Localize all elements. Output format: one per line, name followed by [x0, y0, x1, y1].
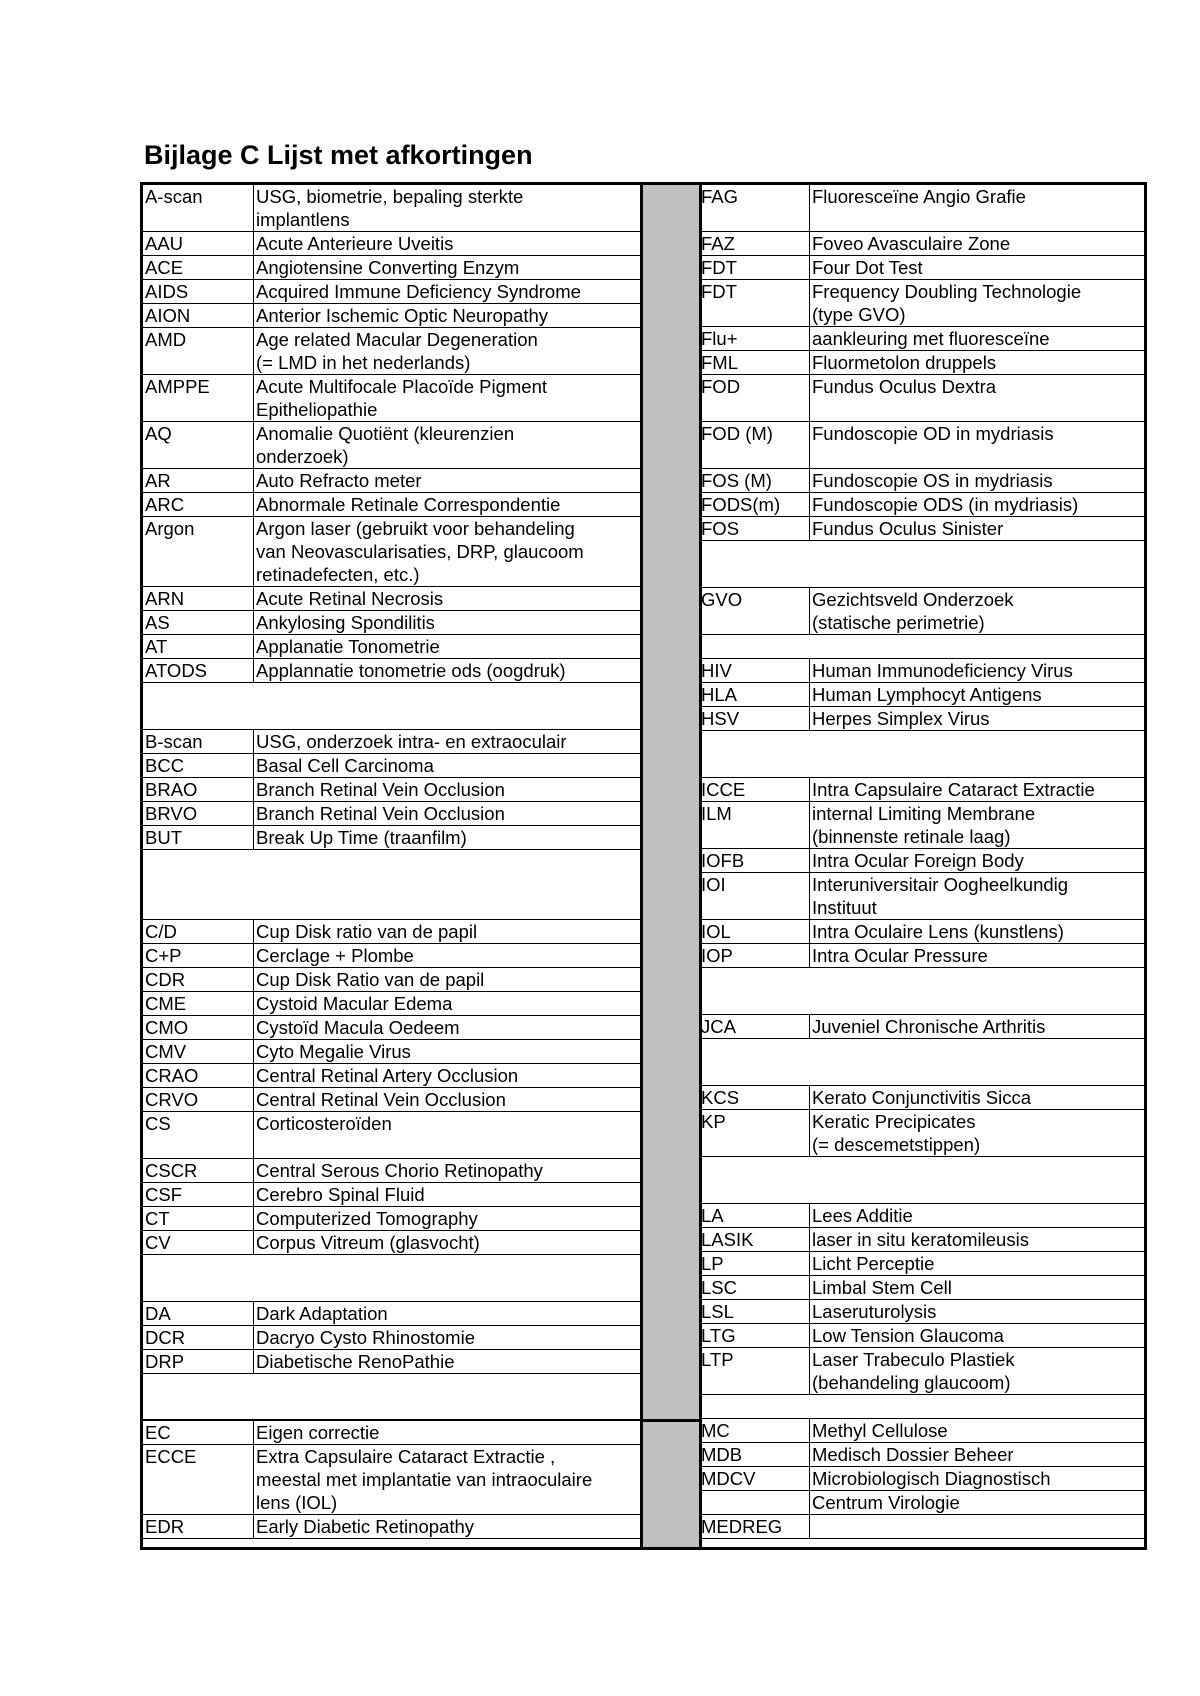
description-cell	[810, 1039, 1147, 1085]
abbreviations-table	[140, 182, 1147, 1550]
table-row	[699, 1086, 1147, 1110]
abbreviation-cell: AIDS	[143, 280, 254, 303]
abbreviation-cell	[699, 541, 810, 587]
description-cell: Cyto Megalie Virus	[256, 1041, 411, 1062]
description-cell: Age related Macular Degeneration (= LMD in het nederlands)	[256, 329, 538, 373]
abbreviation-cell: EC	[143, 1421, 254, 1444]
table-row	[143, 611, 640, 635]
description-cell: Lees Additie	[812, 1205, 913, 1226]
abbreviation-cell: FOS	[699, 517, 810, 540]
table-row	[699, 1110, 1147, 1157]
abbreviation-cell: CDR	[143, 968, 254, 991]
table-row	[699, 232, 1147, 256]
description-cell: Fundoscopie OS in mydriasis	[812, 470, 1053, 491]
description-cell: Laser Trabeculo Plastiek (behandeling glaucoom)	[812, 1349, 1015, 1393]
abbreviation-cell: LP	[699, 1252, 810, 1275]
table-row	[699, 1252, 1147, 1276]
description-cell	[810, 635, 1147, 658]
table-row	[699, 920, 1147, 944]
abbreviation-cell: FODS(m)	[699, 493, 810, 516]
table-row	[699, 1443, 1147, 1467]
description-cell: Cerebro Spinal Fluid	[256, 1184, 425, 1205]
description-cell: Dacryo Cysto Rhinostomie	[256, 1327, 475, 1348]
abbreviation-cell: AT	[143, 635, 254, 658]
description-cell: Centrum Virologie	[812, 1492, 960, 1513]
abbreviation-cell: MC	[699, 1419, 810, 1442]
abbreviation-cell: ILM	[699, 802, 810, 848]
table-row	[143, 968, 640, 992]
abbreviation-cell: IOP	[699, 944, 810, 967]
description-cell: Limbal Stem Cell	[812, 1277, 952, 1298]
description-cell	[810, 1395, 1147, 1418]
description-cell: Central Retinal Vein Occlusion	[256, 1089, 506, 1110]
description-cell: Break Up Time (traanfilm)	[256, 827, 467, 848]
table-row	[143, 1112, 640, 1159]
description-cell: Corpus Vitreum (glasvocht)	[256, 1232, 480, 1253]
abbreviation-cell: DCR	[143, 1326, 254, 1349]
description-cell: Medisch Dossier Beheer	[812, 1444, 1014, 1465]
description-cell: Low Tension Glaucoma	[812, 1325, 1004, 1346]
description-cell: Intra Capsulaire Cataract Extractie	[812, 779, 1095, 800]
abbreviation-cell: FAZ	[699, 232, 810, 255]
table-row	[143, 1159, 640, 1183]
table-row	[699, 1015, 1147, 1039]
abbreviation-cell	[699, 635, 810, 658]
abbreviation-cell: ARN	[143, 587, 254, 610]
table-row	[143, 944, 640, 968]
table-row	[143, 1064, 640, 1088]
abbreviation-cell: FDT	[699, 280, 810, 326]
table-row	[143, 280, 640, 304]
description-cell: Four Dot Test	[812, 257, 923, 278]
description-cell: Angiotensine Converting Enzym	[256, 257, 520, 278]
table-row	[143, 1040, 640, 1064]
table-row	[699, 375, 1147, 422]
table-row-empty	[143, 683, 640, 730]
table-row	[143, 587, 640, 611]
abbreviation-cell: BRAO	[143, 778, 254, 801]
table-row	[699, 1491, 1147, 1515]
description-cell: Foveo Avasculaire Zone	[812, 233, 1011, 254]
table-row	[699, 1228, 1147, 1252]
table-row	[143, 1207, 640, 1231]
abbreviation-cell: ICCE	[699, 778, 810, 801]
table-row	[143, 328, 640, 375]
table-row	[143, 1445, 640, 1515]
description-cell: Interuniversitair Oogheelkundig Instituut	[812, 874, 1069, 918]
abbreviation-cell: CT	[143, 1207, 254, 1230]
abbreviation-cell: Argon	[143, 517, 254, 586]
abbreviation-cell: FOD (M)	[699, 422, 810, 468]
description-cell: Microbiologisch Diagnostisch	[812, 1468, 1051, 1489]
description-cell: Anterior Ischemic Optic Neuropathy	[256, 305, 549, 326]
table-row	[143, 659, 640, 683]
table-row-empty	[699, 731, 1147, 778]
table-row	[699, 256, 1147, 280]
table-row	[699, 351, 1147, 375]
table-row	[699, 778, 1147, 802]
description-cell: Laseruturolysis	[812, 1301, 937, 1322]
description-cell: Eigen correctie	[256, 1422, 380, 1443]
abbreviation-cell: B-scan	[143, 730, 254, 753]
abbreviation-cell	[143, 850, 254, 919]
description-cell: Human Immunodeficiency Virus	[812, 660, 1073, 681]
description-cell: Acute Multifocale Placoïde Pigment Epitheliopathie	[256, 376, 548, 420]
separator-divider	[643, 1419, 699, 1422]
table-row	[143, 304, 640, 328]
abbreviation-cell: CRVO	[143, 1088, 254, 1111]
abbreviation-cell: FML	[699, 351, 810, 374]
abbreviation-cell: LSL	[699, 1300, 810, 1323]
abbreviation-cell: IOL	[699, 920, 810, 943]
abbreviation-cell	[699, 1157, 810, 1203]
description-cell: Fluormetolon druppels	[812, 352, 997, 373]
abbreviation-cell: AION	[143, 304, 254, 327]
table-row	[143, 1421, 640, 1445]
table-row	[143, 185, 640, 232]
description-cell: Cerclage + Plombe	[256, 945, 414, 966]
description-cell: Early Diabetic Retinopathy	[256, 1516, 474, 1537]
abbreviation-cell: DRP	[143, 1350, 254, 1373]
description-cell: Licht Perceptie	[812, 1253, 935, 1274]
abbreviation-cell: EDR	[143, 1515, 254, 1538]
description-cell: Fluoresceïne Angio Grafie	[812, 186, 1026, 207]
table-row-empty	[143, 1374, 640, 1421]
table-row	[699, 422, 1147, 469]
abbreviation-cell: HIV	[699, 659, 810, 682]
abbreviation-cell: BCC	[143, 754, 254, 777]
table-row-empty	[699, 541, 1147, 588]
description-cell: Argon laser (gebruikt voor behandeling van Neovascularisaties, DRP, glaucoom retinadefecten, etc.)	[256, 518, 584, 585]
table-row	[143, 493, 640, 517]
table-row	[143, 754, 640, 778]
table-row	[699, 493, 1147, 517]
abbreviation-cell: FDT	[699, 256, 810, 279]
description-cell: Keratic Precipicates (= descemetstippen)	[812, 1111, 981, 1155]
description-cell: Central Retinal Artery Occlusion	[256, 1065, 519, 1086]
table-row	[143, 635, 640, 659]
abbreviation-cell: ARC	[143, 493, 254, 516]
abbreviation-cell: BUT	[143, 826, 254, 849]
description-cell	[810, 1515, 1147, 1538]
description-cell: internal Limiting Membrane (binnenste retinale laag)	[812, 803, 1036, 847]
description-cell: Basal Cell Carcinoma	[256, 755, 434, 776]
table-row	[143, 802, 640, 826]
abbreviation-cell: CMO	[143, 1016, 254, 1039]
description-cell: Diabetische RenoPathie	[256, 1351, 455, 1372]
table-row	[699, 588, 1147, 635]
description-cell	[810, 731, 1147, 777]
description-cell	[810, 1157, 1147, 1203]
table-row	[699, 1204, 1147, 1228]
abbreviation-cell: AQ	[143, 422, 254, 468]
table-row	[699, 1419, 1147, 1443]
description-cell: Anomalie Quotiënt (kleurenzien onderzoek)	[256, 423, 515, 467]
abbreviation-cell: AAU	[143, 232, 254, 255]
table-row-empty	[699, 1395, 1147, 1419]
table-row	[699, 327, 1147, 351]
abbreviation-cell: MDCV	[699, 1467, 810, 1490]
abbreviation-cell: KP	[699, 1110, 810, 1156]
description-cell: Extra Capsulaire Cataract Extractie , meestal met implantatie van intraoculaire lens (IOL)	[256, 1446, 593, 1513]
description-cell: Acute Retinal Necrosis	[256, 588, 444, 609]
description-cell: Intra Oculaire Lens (kunstlens)	[812, 921, 1064, 942]
description-cell: Ankylosing Spondilitis	[256, 612, 435, 633]
description-cell	[810, 968, 1147, 1014]
abbreviation-cell: LTG	[699, 1324, 810, 1347]
description-cell: Intra Ocular Foreign Body	[812, 850, 1024, 871]
abbreviation-cell: AR	[143, 469, 254, 492]
abbreviation-cell: CSCR	[143, 1159, 254, 1182]
table-row	[699, 849, 1147, 873]
table-row	[143, 375, 640, 422]
abbreviation-cell: KCS	[699, 1086, 810, 1109]
description-cell	[254, 850, 640, 919]
description-cell: Cystoïd Macula Oedeem	[256, 1017, 460, 1038]
abbreviation-cell: DA	[143, 1302, 254, 1325]
description-cell: Methyl Cellulose	[812, 1420, 948, 1441]
table-row	[699, 683, 1147, 707]
abbreviation-cell: MDB	[699, 1443, 810, 1466]
abbreviation-cell: CME	[143, 992, 254, 1015]
abbreviation-cell	[699, 731, 810, 777]
description-cell: Fundoscopie ODS (in mydriasis)	[812, 494, 1079, 515]
table-row	[143, 1515, 640, 1539]
table-row	[699, 1467, 1147, 1491]
description-cell: Herpes Simplex Virus	[812, 708, 990, 729]
abbreviation-cell: JCA	[699, 1015, 810, 1038]
description-cell: Auto Refracto meter	[256, 470, 422, 491]
table-row-empty	[699, 635, 1147, 659]
table-row	[699, 1324, 1147, 1348]
abbreviation-cell: ECCE	[143, 1445, 254, 1514]
table-row	[143, 1088, 640, 1112]
description-cell: Acquired Immune Deficiency Syndrome	[256, 281, 581, 302]
table-row	[699, 1515, 1147, 1539]
abbreviation-cell: LTP	[699, 1348, 810, 1394]
description-cell: USG, onderzoek intra- en extraoculair	[256, 731, 567, 752]
abbreviation-cell: BRVO	[143, 802, 254, 825]
abbreviation-cell: LASIK	[699, 1228, 810, 1251]
abbreviation-cell: FAG	[699, 185, 810, 231]
description-cell: Corticosteroïden	[256, 1113, 392, 1134]
description-cell	[810, 541, 1147, 587]
table-row	[143, 1302, 640, 1326]
abbreviation-cell: CS	[143, 1112, 254, 1158]
abbreviation-cell: CMV	[143, 1040, 254, 1063]
abbreviation-cell: LA	[699, 1204, 810, 1227]
description-cell: Dark Adaptation	[256, 1303, 388, 1324]
description-cell: Juveniel Chronische Arthritis	[812, 1016, 1046, 1037]
table-row	[699, 707, 1147, 731]
table-row	[699, 1348, 1147, 1395]
description-cell: Applannatie tonometrie ods (oogdruk)	[256, 660, 566, 681]
table-row	[143, 517, 640, 587]
left-column	[143, 185, 640, 1539]
table-row	[699, 1276, 1147, 1300]
table-row	[699, 802, 1147, 849]
table-row	[143, 422, 640, 469]
abbreviation-cell: HLA	[699, 683, 810, 706]
table-row	[699, 280, 1147, 327]
description-cell	[254, 1374, 640, 1419]
description-cell: Applanatie Tonometrie	[256, 636, 440, 657]
table-row	[143, 1016, 640, 1040]
description-cell: Fundus Oculus Sinister	[812, 518, 1004, 539]
description-cell: Computerized Tomography	[256, 1208, 478, 1229]
table-row	[143, 256, 640, 280]
table-row	[143, 992, 640, 1016]
description-cell: Frequency Doubling Technologie (type GVO)	[812, 281, 1082, 325]
abbreviation-cell: C+P	[143, 944, 254, 967]
table-row	[699, 944, 1147, 968]
abbreviation-cell: FOD	[699, 375, 810, 421]
abbreviation-cell	[699, 1039, 810, 1085]
table-row-empty	[699, 1157, 1147, 1204]
description-cell: laser in situ keratomileusis	[812, 1229, 1029, 1250]
description-cell: Central Serous Chorio Retinopathy	[256, 1160, 543, 1181]
abbreviation-cell: C/D	[143, 920, 254, 943]
column-separator	[640, 185, 702, 1547]
abbreviation-cell	[143, 683, 254, 729]
abbreviation-cell: ATODS	[143, 659, 254, 682]
abbreviation-cell	[143, 1255, 254, 1301]
abbreviation-cell: LSC	[699, 1276, 810, 1299]
description-cell: Cup Disk ratio van de papil	[256, 921, 478, 942]
abbreviation-cell: ACE	[143, 256, 254, 279]
table-row	[143, 778, 640, 802]
table-row	[143, 232, 640, 256]
table-row-empty	[143, 850, 640, 920]
table-row	[699, 659, 1147, 683]
table-row	[143, 1350, 640, 1374]
description-cell: Cystoid Macular Edema	[256, 993, 453, 1014]
abbreviation-cell: GVO	[699, 588, 810, 634]
description-cell: aankleuring met fluoresceïne	[812, 328, 1050, 349]
table-row-empty	[699, 968, 1147, 1015]
abbreviation-cell: IOFB	[699, 849, 810, 872]
table-row	[699, 469, 1147, 493]
table-row	[699, 873, 1147, 920]
page-title: Bijlage C Lijst met afkortingen	[144, 140, 533, 170]
abbreviation-cell	[699, 968, 810, 1014]
description-cell: Intra Ocular Pressure	[812, 945, 988, 966]
abbreviation-cell: Flu+	[699, 327, 810, 350]
abbreviation-cell: FOS (M)	[699, 469, 810, 492]
abbreviation-cell: AS	[143, 611, 254, 634]
table-row	[143, 730, 640, 754]
abbreviation-cell	[699, 1395, 810, 1418]
table-row-empty	[699, 1039, 1147, 1086]
description-cell: Human Lymphocyt Antigens	[812, 684, 1042, 705]
abbreviation-cell	[699, 1491, 810, 1514]
table-row	[143, 1326, 640, 1350]
description-cell: Kerato Conjunctivitis Sicca	[812, 1087, 1032, 1108]
abbreviation-cell: AMPPE	[143, 375, 254, 421]
description-cell	[254, 683, 640, 729]
description-cell: Fundoscopie OD in mydriasis	[812, 423, 1054, 444]
description-cell: Branch Retinal Vein Occlusion	[256, 779, 505, 800]
description-cell: USG, biometrie, bepaling sterkte implantlens	[256, 186, 524, 230]
description-cell: Cup Disk Ratio van de papil	[256, 969, 485, 990]
right-column	[699, 185, 1147, 1539]
abbreviation-cell: CRAO	[143, 1064, 254, 1087]
abbreviation-cell: A-scan	[143, 185, 254, 231]
table-row	[699, 1300, 1147, 1324]
abbreviation-cell: CSF	[143, 1183, 254, 1206]
abbreviation-cell: HSV	[699, 707, 810, 730]
description-cell: Acute Anterieure Uveitis	[256, 233, 454, 254]
abbreviation-cell: CV	[143, 1231, 254, 1254]
description-cell: Fundus Oculus Dextra	[812, 376, 997, 397]
abbreviation-cell	[143, 1374, 254, 1419]
table-row	[143, 1231, 640, 1255]
description-cell	[254, 1255, 640, 1301]
table-row	[143, 1183, 640, 1207]
description-cell: Gezichtsveld Onderzoek (statische perimetrie)	[812, 589, 1014, 633]
table-row	[143, 469, 640, 493]
table-row	[143, 826, 640, 850]
table-row-empty	[143, 1255, 640, 1302]
abbreviation-cell: AMD	[143, 328, 254, 374]
table-row	[699, 517, 1147, 541]
description-cell: Branch Retinal Vein Occlusion	[256, 803, 505, 824]
table-row	[699, 185, 1147, 232]
abbreviation-cell: IOI	[699, 873, 810, 919]
description-cell: Abnormale Retinale Correspondentie	[256, 494, 561, 515]
abbreviation-cell: MEDREG	[699, 1515, 810, 1538]
table-row	[143, 920, 640, 944]
